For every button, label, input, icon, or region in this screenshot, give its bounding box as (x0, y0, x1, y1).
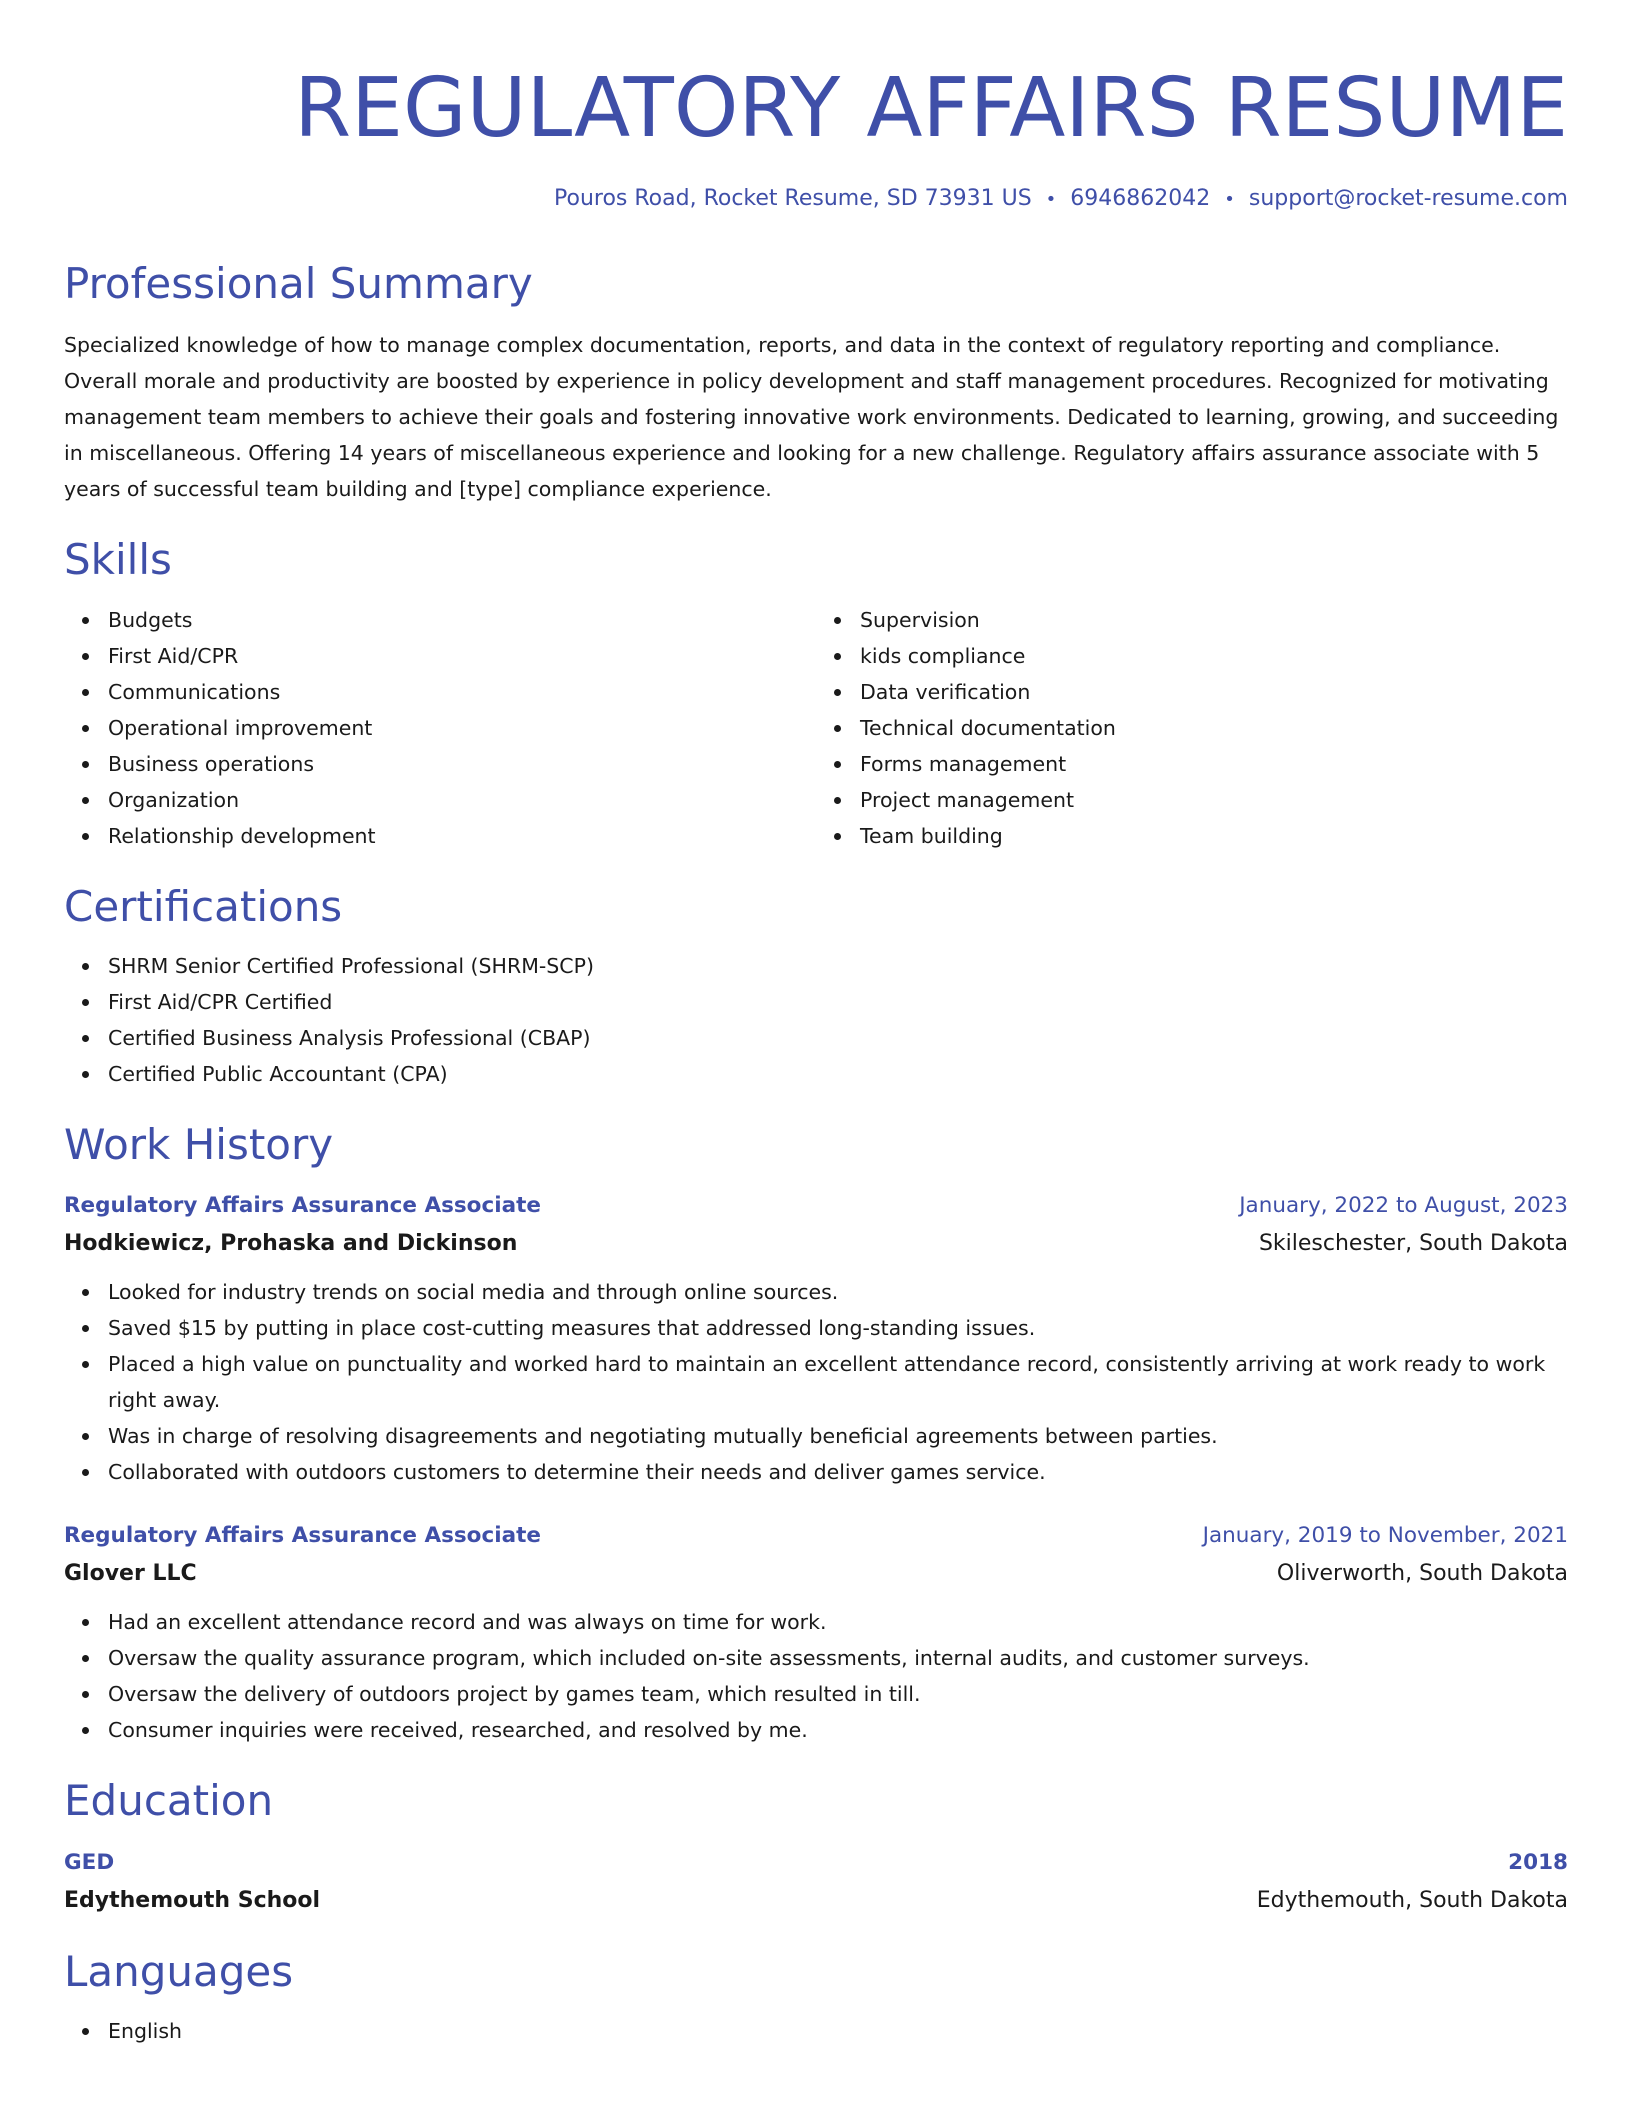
skills-section (64, 535, 1568, 853)
skill-item: Project management (860, 782, 1568, 818)
job-title-row (64, 1188, 1568, 1224)
education-location: Edythemouth, South Dakota (1256, 1887, 1568, 1913)
education-section (64, 1776, 1568, 1918)
language-item: English (108, 2013, 1568, 2049)
skill-item: Team building (860, 818, 1568, 854)
contact-address: Pouros Road, Rocket Resume, SD 73931 US (554, 186, 1032, 212)
skills-grid (64, 586, 1568, 854)
certification-item: SHRM Senior Certified Professional (SHRM-SCP) (108, 948, 1568, 984)
skills-list-right (816, 602, 1568, 854)
skill-item: Operational improvement (108, 710, 816, 746)
education-heading: Education (64, 1776, 274, 1826)
skill-item: Data verification (860, 674, 1568, 710)
certifications-heading: Certifications (64, 881, 343, 931)
skill-item: kids compliance (860, 638, 1568, 674)
job-bullet: Consumer inquiries were received, researched, and resolved by me. (108, 1712, 1568, 1748)
resume-title: REGULATORY AFFAIRS RESUME (294, 61, 1568, 156)
skill-item: Business operations (108, 746, 816, 782)
job-bullet: Oversaw the delivery of outdoors project by games team, which resulted in till. (108, 1676, 1568, 1712)
contact-separator: • (1224, 189, 1235, 211)
resume-header (64, 60, 1568, 213)
job-company-row (64, 1554, 1568, 1592)
summary-text: Specialized knowledge of how to manage complex documentation, reports, and data in the context of regulatory reporting and compliance. Overall morale and productivity are boosted by experience in policy development and staff management procedures. Recognized for motivating management team members to achieve their goals and fostering innovative work environments. Dedicated to learning, growing, and succeeding in miscellaneous. Offering 14 years of miscellaneous experience and looking for a new challenge. Regulatory affairs assurance associate with 5 years of successful team building and [type] compliance experience. (64, 333, 1559, 502)
certification-item: First Aid/CPR Certified (108, 984, 1568, 1020)
summary-section (64, 259, 1568, 507)
job-entry (64, 1518, 1568, 1748)
contact-separator: • (1045, 189, 1057, 211)
skill-item: Organization (108, 782, 816, 818)
job-location: Skileschester, South Dakota (1258, 1231, 1568, 1257)
job-title: Regulatory Affairs Assurance Associate (64, 1523, 541, 1549)
job-bullet: Saved $15 by putting in place cost-cutting measures that addressed long-standing issues. (108, 1310, 1568, 1346)
job-bullet: Placed a high value on punctuality and worked hard to maintain an excellent attendance record, consistently arriving at work ready to work right away. (108, 1346, 1568, 1418)
skill-item: Relationship development (108, 818, 816, 854)
skill-item: Supervision (860, 602, 1568, 638)
job-title-row (64, 1518, 1568, 1554)
skills-list-left (64, 602, 816, 854)
job-bullet: Looked for industry trends on social media and through online sources. (108, 1274, 1568, 1310)
certification-item: Certified Public Accountant (CPA) (108, 1056, 1568, 1092)
languages-list (64, 2013, 1568, 2049)
education-degree: GED (64, 1849, 115, 1875)
contact-email: support@rocket-resume.com (1248, 186, 1568, 212)
job-dates: January, 2019 to November, 2021 (1202, 1523, 1568, 1549)
contact-phone: 6946862042 (1070, 186, 1211, 212)
skill-item: First Aid/CPR (108, 638, 816, 674)
job-bullet: Oversaw the quality assurance program, which included on-site assessments, internal audits, and customer surveys. (108, 1640, 1568, 1676)
certification-item: Certified Business Analysis Professional (CBAP) (108, 1020, 1568, 1056)
education-entry (64, 1845, 1568, 1919)
skill-item: Communications (108, 674, 816, 710)
education-year: 2018 (1508, 1849, 1568, 1875)
job-bullet: Had an excellent attendance record and was always on time for work. (108, 1604, 1568, 1640)
skill-item: Budgets (108, 602, 816, 638)
certifications-list (64, 948, 1568, 1092)
languages-section (64, 1947, 1568, 2049)
job-bullet: Was in charge of resolving disagreements and negotiating mutually beneficial agreements between parties. (108, 1418, 1568, 1454)
skills-heading: Skills (64, 535, 172, 585)
languages-heading: Languages (64, 1946, 294, 1996)
job-location: Oliverworth, South Dakota (1276, 1561, 1568, 1587)
summary-heading: Professional Summary (64, 258, 533, 308)
job-company: Glover LLC (64, 1561, 197, 1587)
education-school-row (64, 1881, 1568, 1919)
job-dates: January, 2022 to August, 2023 (1239, 1193, 1568, 1219)
education-school: Edythemouth School (64, 1887, 321, 1913)
education-degree-row (64, 1845, 1568, 1881)
job-bullets (64, 1274, 1568, 1490)
certifications-section (64, 882, 1568, 1092)
job-bullet: Collaborated with outdoors customers to determine their needs and deliver games service. (108, 1454, 1568, 1490)
job-company: Hodkiewicz, Prohaska and Dickinson (64, 1231, 518, 1257)
contact-line (64, 186, 1568, 212)
job-entry (64, 1188, 1568, 1490)
job-company-row (64, 1224, 1568, 1262)
work-history-section (64, 1120, 1568, 1748)
work-history-heading: Work History (64, 1119, 334, 1169)
skill-item: Forms management (860, 746, 1568, 782)
skill-item: Technical documentation (860, 710, 1568, 746)
job-title: Regulatory Affairs Assurance Associate (64, 1193, 541, 1219)
job-bullets (64, 1604, 1568, 1748)
